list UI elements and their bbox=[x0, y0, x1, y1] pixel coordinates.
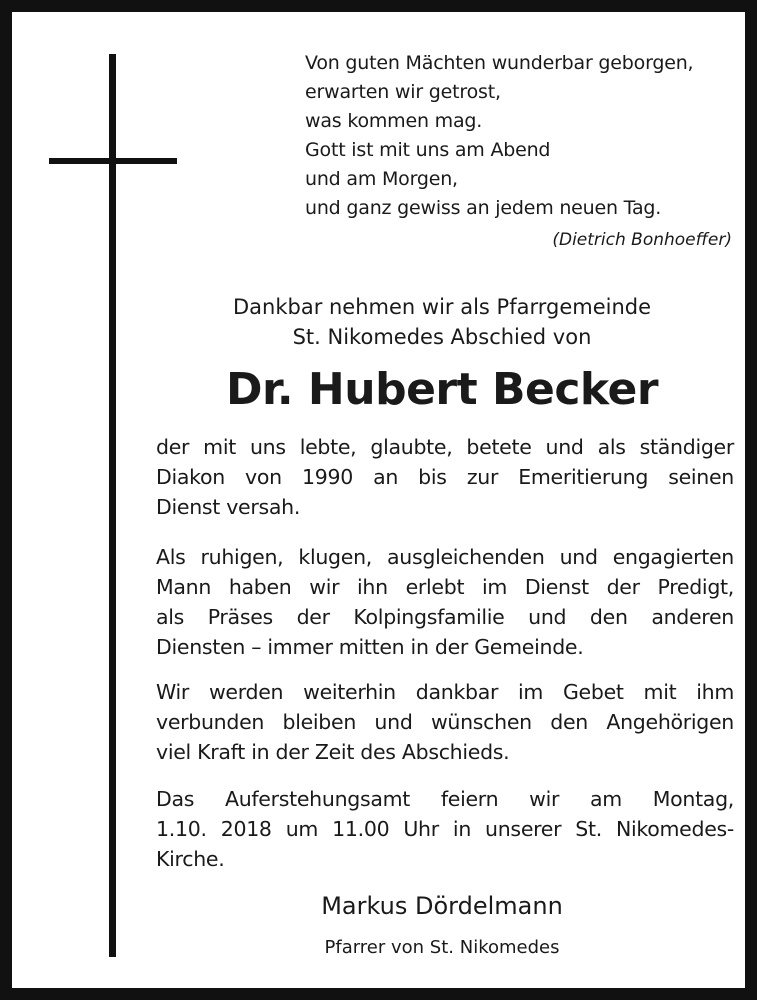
intro-text bbox=[152, 292, 732, 352]
paragraph-line: viel Kraft in der Zeit des Abschieds. bbox=[156, 740, 510, 764]
paragraph-character bbox=[156, 542, 734, 662]
paragraph-line: Diensten – immer mitten in der Gemeinde. bbox=[156, 635, 584, 659]
paragraph-line: als Präses der Kolpingsfamilie und den anderen bbox=[156, 605, 734, 629]
paragraph-line: Kirche. bbox=[156, 847, 225, 871]
poem-author: (Dietrich Bonhoeffer) bbox=[552, 230, 732, 250]
paragraph-line: der mit uns lebte, glaubte, betete und als ständiger bbox=[156, 435, 734, 459]
poem-line: Von guten Mächten wunderbar geborgen, bbox=[305, 52, 694, 74]
poem-line: erwarten wir getrost, bbox=[305, 81, 501, 103]
intro-line-1: Dankbar nehmen wir als Pfarrgemeinde bbox=[232, 295, 652, 319]
intro-line-2: St. Nikomedes Abschied von bbox=[292, 325, 592, 349]
poem-quote bbox=[305, 49, 745, 223]
paragraph-line: Wir werden weiterhin dankbar im Gebet mit ihm bbox=[156, 680, 734, 704]
cross-icon bbox=[109, 54, 116, 957]
paragraph-line: Diakon von 1990 an bis zur Emeritierung seinen bbox=[156, 465, 734, 489]
signer-title: Pfarrer von St. Nikomedes bbox=[324, 937, 560, 958]
paragraph-line: Mann haben wir ihn erlebt im Dienst der Predigt, bbox=[156, 575, 734, 599]
paragraph-line: Dienst versah. bbox=[156, 495, 301, 519]
signer-name: Markus Dördelmann bbox=[321, 892, 563, 920]
deceased-name: Dr. Hubert Becker bbox=[225, 364, 659, 415]
paragraph-line: Das Auferstehungsamt feiern wir am Montag, bbox=[156, 787, 734, 811]
paragraph-line: Als ruhigen, klugen, ausgleichenden und engagierten bbox=[156, 545, 734, 569]
paragraph-line: verbunden bleiben und wünschen den Angehörigen bbox=[156, 710, 734, 734]
paragraph-line: 1.10. 2018 um 11.00 Uhr in unserer St. Nikomedes- bbox=[156, 817, 734, 841]
poem-line: und ganz gewiss an jedem neuen Tag. bbox=[305, 197, 662, 219]
poem-line: und am Morgen, bbox=[305, 168, 458, 190]
poem-line: Gott ist mit uns am Abend bbox=[305, 139, 551, 161]
paragraph-service-date bbox=[156, 784, 734, 874]
paragraph-ministry bbox=[156, 432, 734, 522]
paragraph-prayer bbox=[156, 677, 734, 767]
poem-line: was kommen mag. bbox=[305, 110, 483, 132]
cross-icon-crossbar bbox=[49, 158, 177, 164]
